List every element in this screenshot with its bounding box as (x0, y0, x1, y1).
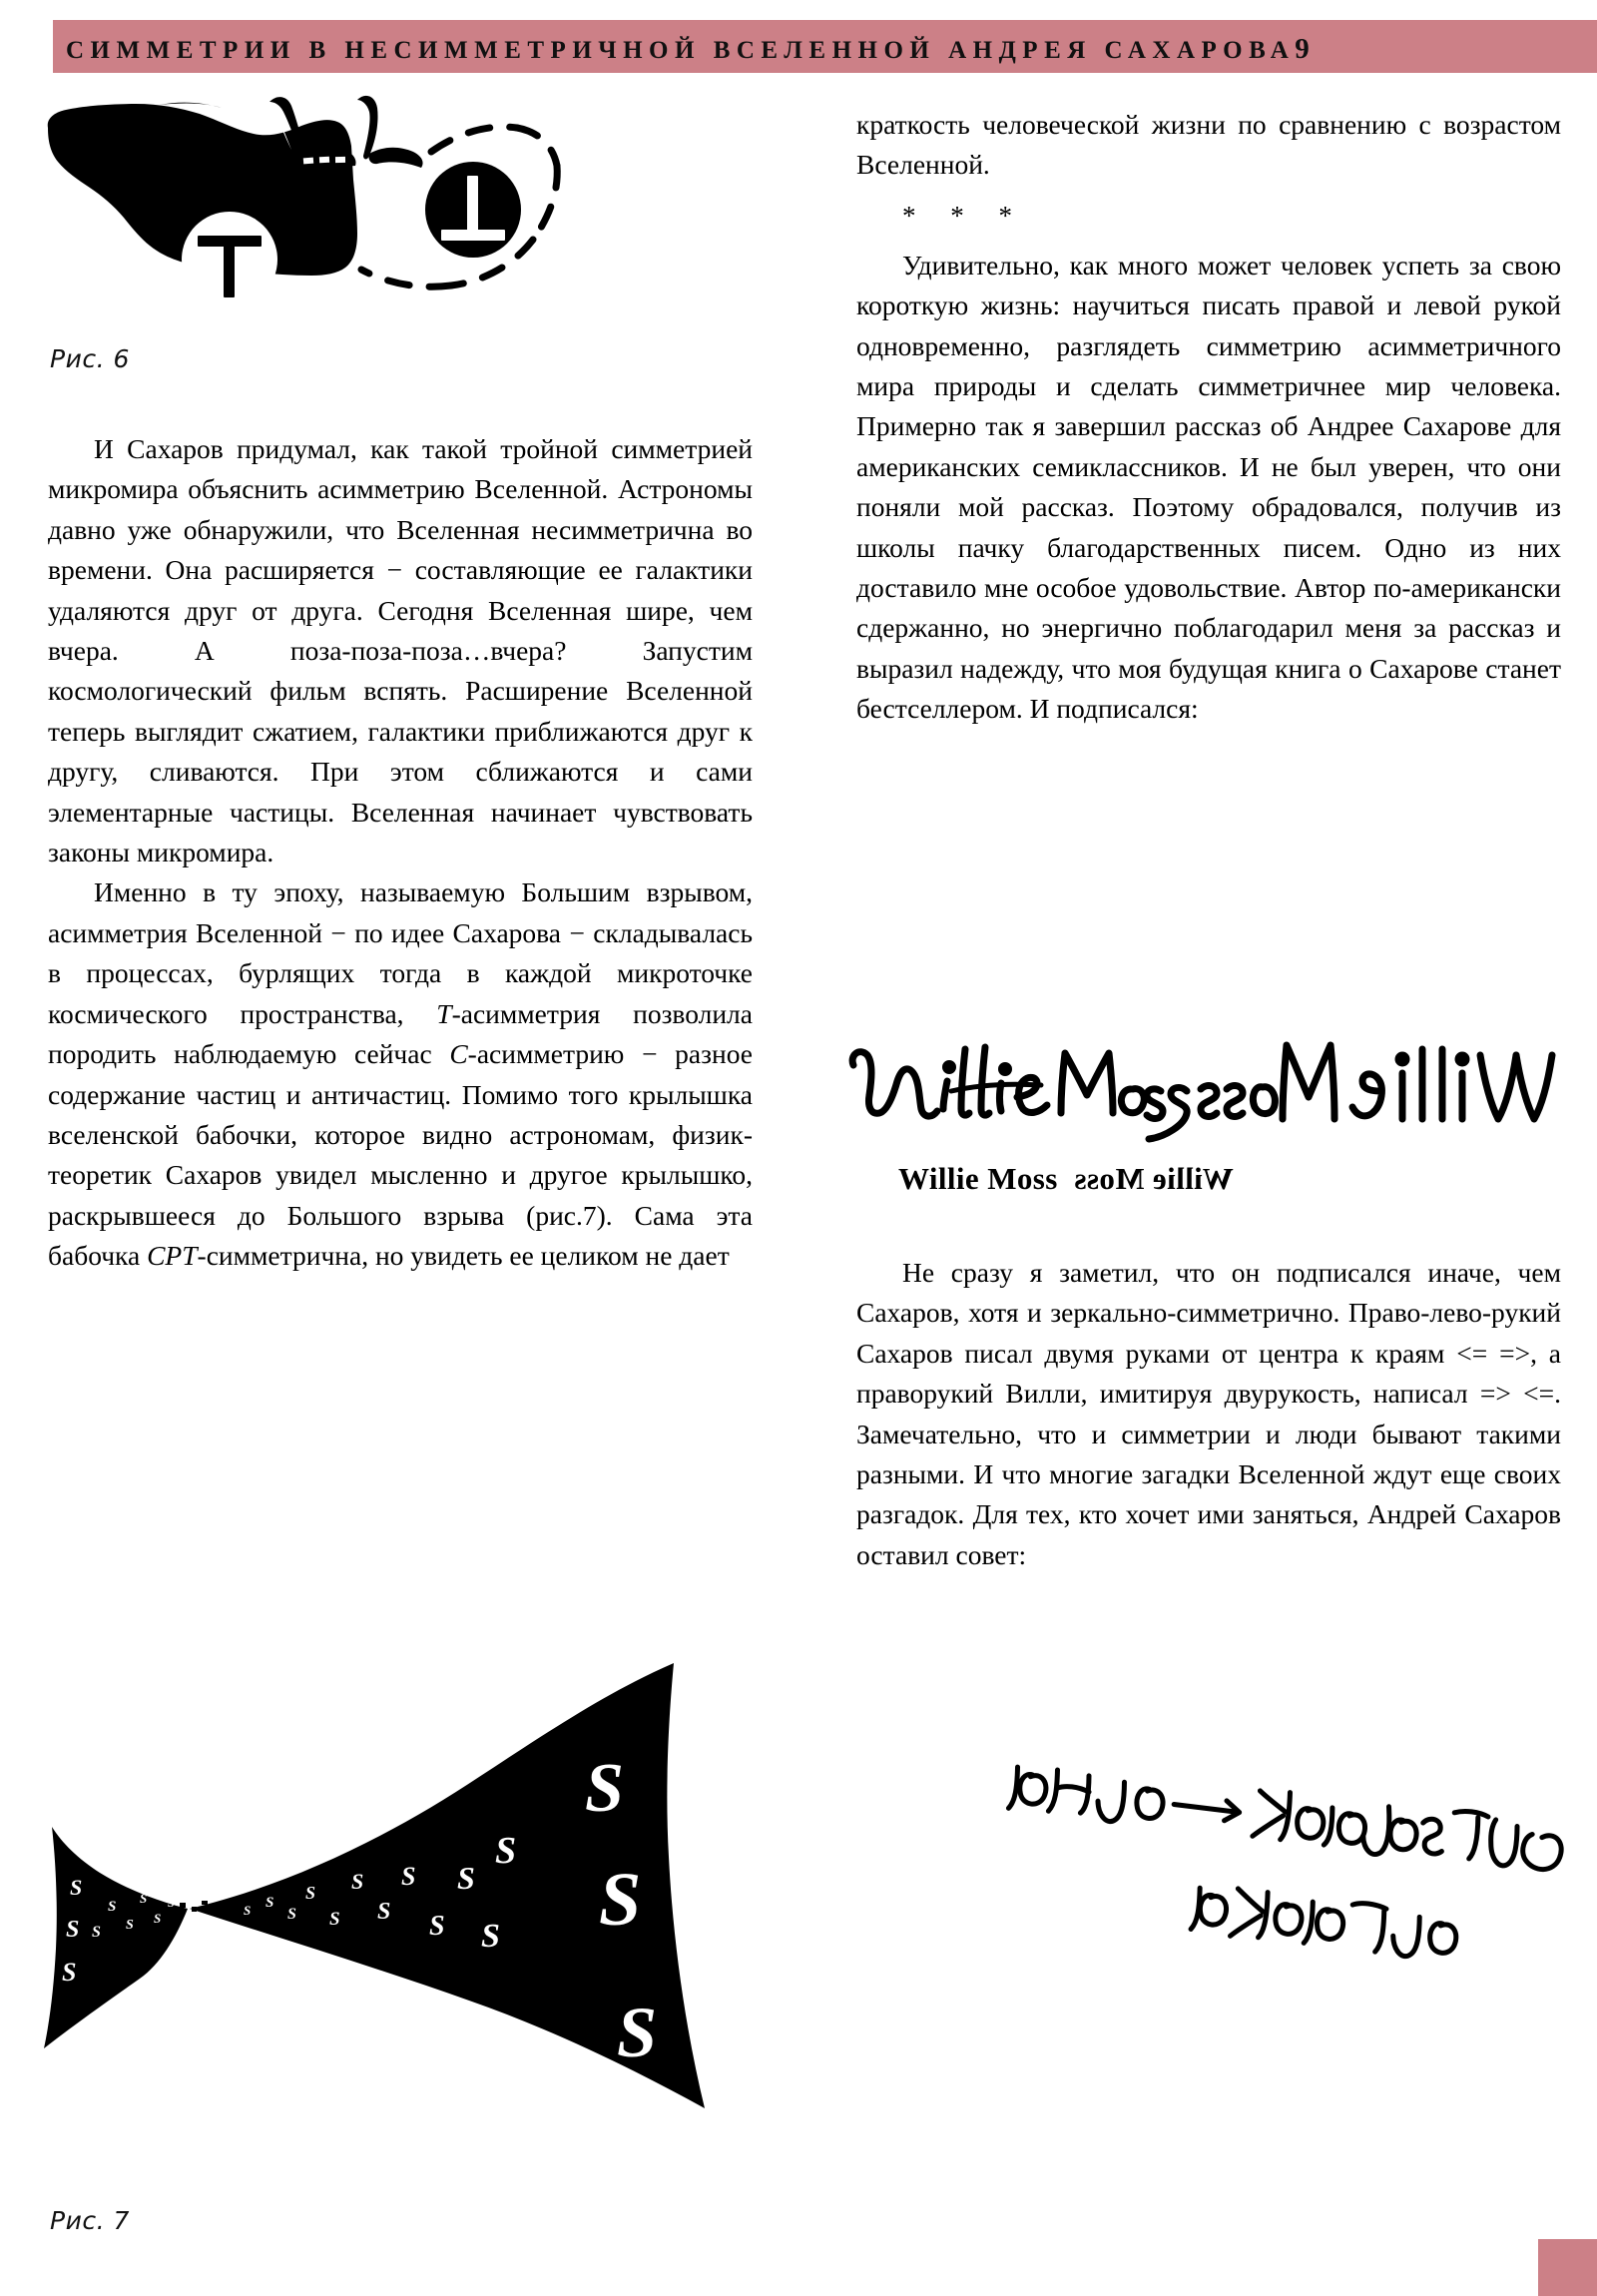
signature-mirror-hand (1201, 1045, 1552, 1119)
fig7-s-letter: S (599, 1858, 642, 1942)
fig6-antenna-right (357, 96, 378, 160)
fig7-s-letter: S (429, 1911, 445, 1942)
fig7-s-letter: S (62, 1958, 77, 1987)
fig7-s-letter: S (585, 1750, 624, 1827)
fig7-s-letter: S (108, 1899, 117, 1915)
lp2-d: -симметрична, но увидеть ее целиком не дает (197, 1240, 730, 1272)
corner-mark (1538, 2239, 1597, 2296)
signature-printed-mirror: Willie Moss (1073, 1161, 1234, 1196)
fig7-s-letter: S (126, 1918, 134, 1933)
running-head (66, 34, 1563, 64)
fig7-s-letter: S (154, 1911, 162, 1926)
rp3-arrows-1: <= => (1456, 1337, 1531, 1369)
section-separator: * * * (902, 200, 1026, 231)
page-number: 9 (1295, 33, 1310, 65)
rp3-a: Не сразу я заметил, что он подписался иначе, чем Сахаров, хотя и зеркально-симметрично. Право-лево-рукий Сахаров писал двумя руками от центра к краям (856, 1257, 1561, 1369)
fig7-s-letter: S (287, 1906, 296, 1923)
right-paragraph-2: Удивительно, как много может человек успеть за свою короткую жизнь: научиться писать правой и левой рукой одновременно, разглядеть симметрию асимметричного мира природы и сделать симметричнее мир человека. Примерно так я завершил рассказ об Андрее Сахарове для американских семиклассников. И не был уверен, что они поняли мой рассказ. Поэтому обрадовался, получив из школы пачку благодарственных писем. Одно из них доставило мне особое удовольствие. Автор по-американски сдержанно, но энергично поблагодарил меня за рассказ и выразил надежду, что моя будущая книга о Сахарове станет бестселлером. И подписался: (856, 249, 1561, 725)
lp2-b: -асимметрия позволила породить наблюдаемую сейчас (48, 997, 753, 1070)
right-column (856, 105, 1561, 730)
fig7-s-letter: S (168, 1896, 175, 1910)
signature-printed: Willie Moss (898, 1161, 1058, 1196)
lp2-a: Именно в ту эпоху, называемую Большим взрывом, асимметрия Вселенной − по идее Сахарова − складывалась в процессах, бурлящих тогда в каждой микроточке космического пространства, (48, 876, 753, 1029)
fig7-s-letter: S (329, 1909, 340, 1930)
fig7-s-letter: S (140, 1891, 148, 1906)
figure-6-graphic (40, 88, 759, 297)
advice-line-1 (1008, 1756, 1564, 1877)
fig7-s-letter: S (92, 1924, 101, 1941)
fig7-s-letter: S (495, 1830, 517, 1872)
sakharov-advice-handwriting (838, 1737, 1567, 2026)
signature-block (843, 1033, 1562, 1218)
lp2-italic-T: T (436, 997, 452, 1029)
fig7-s-letter: S (401, 1862, 416, 1891)
figure-7-caption: Рис. 7 (50, 2206, 130, 2235)
advice-mirror-group (1008, 1756, 1564, 1964)
advice-graphic (838, 1737, 1567, 2026)
handwritten-signature (843, 1033, 1562, 1153)
right-column-continued (856, 1253, 1561, 1575)
figure-7 (30, 1657, 759, 2196)
lp2-italic-C: C (449, 1038, 468, 1070)
left-paragraph-2 (48, 872, 753, 1276)
fig7-s-letter: S (305, 1883, 316, 1903)
running-title: СИММЕТРИИ В НЕСИММЕТРИЧНОЙ ВСЕЛЕННОЙ АНДРЕЯ САХАРОВА (66, 37, 1296, 64)
figure-6-caption: Рис. 6 (50, 344, 130, 373)
rp3-b: , а праворукий Вилли, имитируя двурукость, написал (856, 1337, 1561, 1410)
fig7-s-letter: S (66, 1917, 80, 1943)
fig7-s-letter: S (457, 1860, 475, 1896)
lp2-c: -асимметрию − разное содержание частиц и античастиц. Помимо того крылышка вселенской бабочки, которое видно астрономам, физик-теоретик Сахаров увидел мысленно и другое крылышко, раскрывшееся до Большого взрыва (рис.7). Сама эта бабочка (48, 1038, 753, 1272)
lp2-italic-CPT: CPT (147, 1240, 198, 1272)
fig7-s-letter: S (70, 1875, 83, 1900)
signature-printed-line (898, 1161, 1233, 1197)
right-paragraph-top: краткость человеческой жизни по сравнению с возрастом Вселенной. (856, 109, 1561, 181)
fig7-s-letter: S (244, 1903, 252, 1918)
left-paragraph-1: И Сахаров придумал, как такой тройной симметрией микромира объяснить асимметрию Вселенной. Астрономы давно уже обнаружили, что Вселенная несимметрична во времени. Она расширяется − составляющие ее галактики удаляются друг от друга. Сегодня Вселенная шире, чем вчера. А поза-поза-поза…вчера? Запустим космологический фильм вспять. Расширение Вселенной теперь выглядит сжатием, галактики приближаются друг к другу, сливаются. При этом сближаются и сами элементарные частицы. Вселенная начинает чувствовать законы микромира. (48, 433, 753, 868)
fig7-s-letter: S (481, 1918, 500, 1955)
figure-7-graphic (30, 1657, 759, 2196)
fig7-s-letter: S (377, 1899, 391, 1925)
fig6-body-right (368, 148, 422, 168)
advice-line-2 (1191, 1883, 1459, 1964)
fig7-s-letter: S (617, 1993, 658, 2072)
right-paragraph-3 (856, 1253, 1561, 1575)
rp3-c: . Замечательно, что и симметрии и люди бывают такими разными. И что многие загадки Вселенной ждут еще своих разгадок. Для тех, кто хочет ими заняться, Андрей Сахаров оставил совет: (856, 1378, 1561, 1570)
fig7-s-letter: S (266, 1895, 274, 1911)
left-column (48, 429, 753, 1277)
rp3-arrows-2: => <= (1479, 1378, 1555, 1410)
signature-willie-moss-hand (852, 1047, 1187, 1139)
fig7-s-letter: S (351, 1869, 364, 1894)
figure-6 (40, 88, 759, 287)
